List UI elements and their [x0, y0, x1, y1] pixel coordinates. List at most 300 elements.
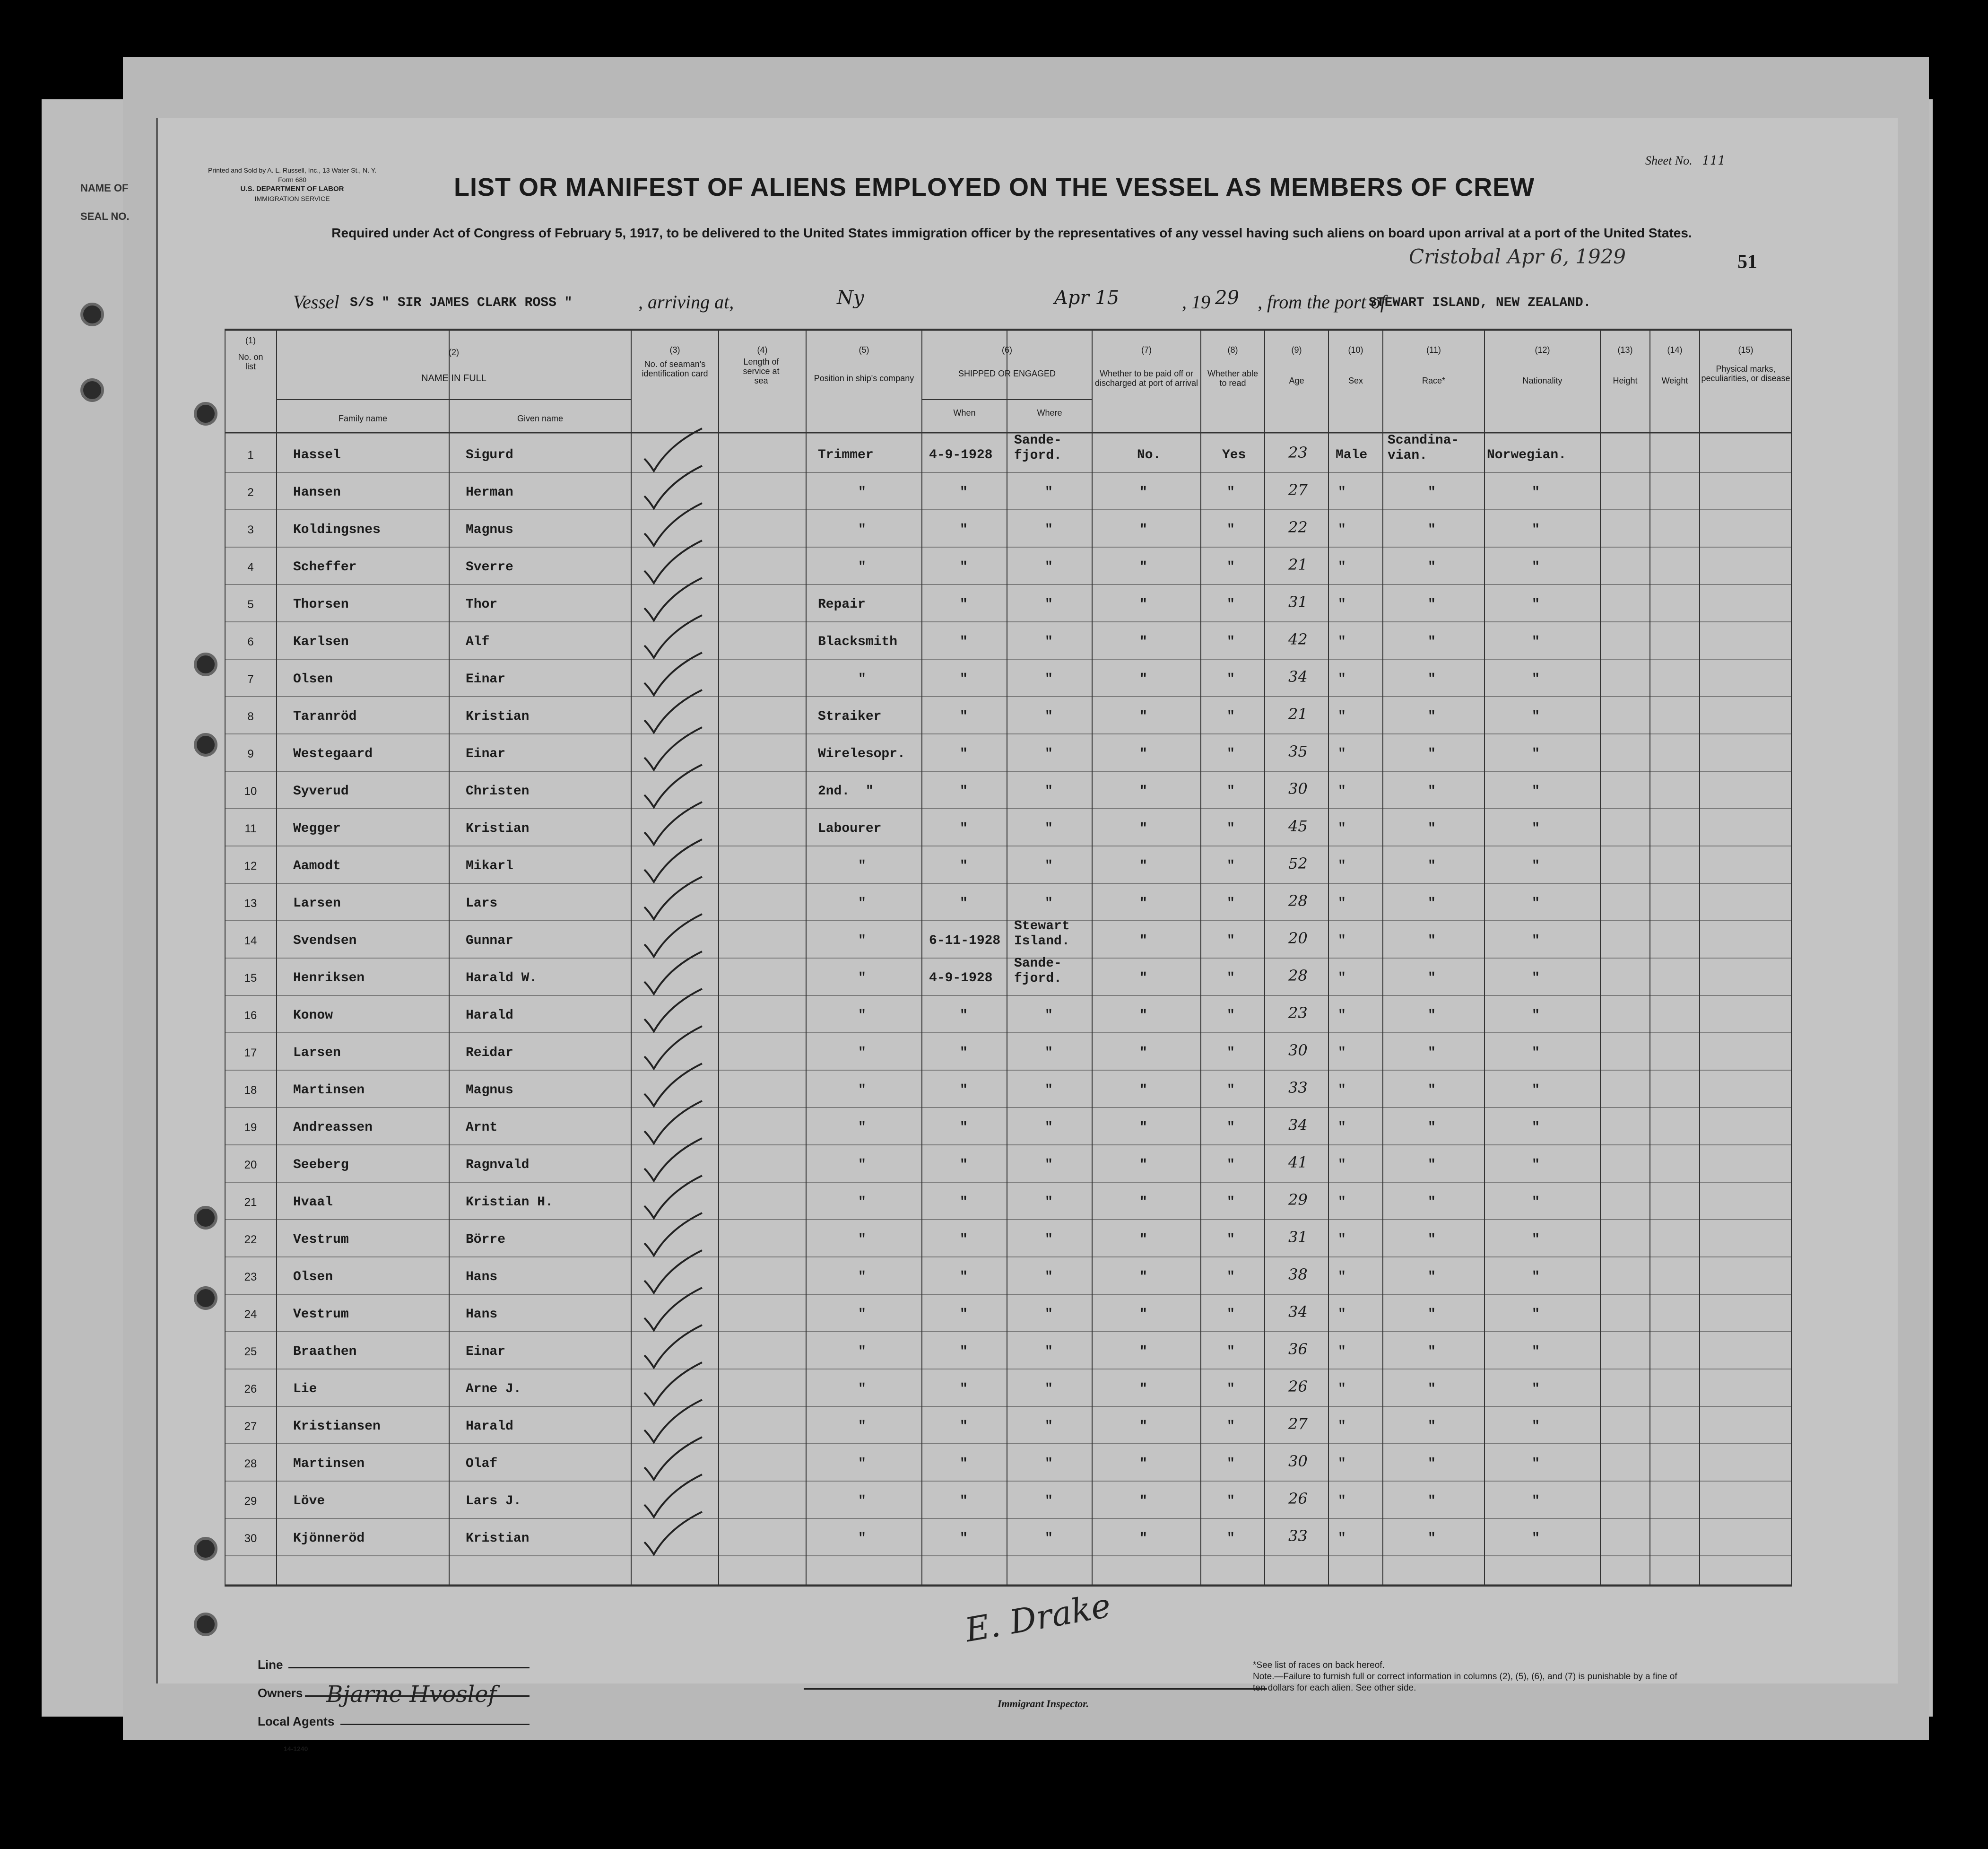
given-name-cell: Einar	[466, 1344, 506, 1359]
able-to-read-cell: "	[1227, 784, 1235, 799]
age-cell: 34	[1288, 1303, 1308, 1321]
given-name-cell: Kristian	[466, 821, 530, 836]
race-cell: "	[1428, 597, 1436, 612]
age-cell: 31	[1288, 593, 1308, 611]
race-cell: "	[1428, 971, 1436, 986]
table-row	[225, 1294, 1792, 1332]
list-number-cell: 19	[244, 1121, 257, 1134]
age-cell: 27	[1288, 1415, 1308, 1433]
table-row	[225, 958, 1792, 995]
position-cell: "	[858, 859, 866, 873]
age-cell: 26	[1288, 1490, 1308, 1508]
col5-header: Position in ship's company	[814, 374, 914, 383]
shipped-where-cell: "	[1045, 896, 1053, 911]
paid-off-cell: "	[1139, 747, 1147, 761]
sex-cell: "	[1338, 1344, 1346, 1359]
position-cell: "	[858, 485, 866, 500]
nationality-cell: "	[1532, 672, 1540, 687]
binder-hole	[194, 402, 217, 426]
shipped-where-cell: "	[1045, 1046, 1053, 1060]
col2-given-header: Given name	[517, 414, 564, 423]
race-cell: "	[1428, 1382, 1436, 1396]
family-name-cell: Larsen	[293, 1046, 341, 1060]
able-to-read-cell: Yes	[1222, 448, 1246, 462]
sex-cell: "	[1338, 933, 1346, 948]
given-name-cell: Alf	[466, 635, 490, 649]
paid-off-cell: "	[1139, 896, 1147, 911]
shipped-where-cell: "	[1045, 1270, 1053, 1284]
paid-off-cell: "	[1139, 1195, 1147, 1210]
given-name-cell: Harald	[466, 1008, 513, 1023]
family-name-cell: Scheffer	[293, 560, 357, 575]
family-name-cell: Taranröd	[293, 709, 357, 724]
shipped-when-cell: "	[960, 1120, 968, 1135]
family-name-cell: Vestrum	[293, 1307, 349, 1322]
shipped-when-cell: 4-9-1928	[929, 971, 993, 986]
shipped-when-cell: "	[960, 1307, 968, 1322]
list-number-cell: 25	[244, 1345, 257, 1358]
nationality-cell: "	[1532, 1158, 1540, 1172]
given-name-cell: Einar	[466, 747, 506, 761]
table-row	[225, 1145, 1792, 1182]
shipped-where-cell: "	[1045, 485, 1053, 500]
able-to-read-cell: "	[1227, 1158, 1235, 1172]
list-number-cell: 28	[244, 1457, 257, 1470]
list-number-cell: 6	[247, 636, 254, 648]
race-cell: "	[1428, 1232, 1436, 1247]
age-cell: 36	[1288, 1340, 1308, 1358]
paid-off-cell: "	[1139, 1008, 1147, 1023]
received-stamp: Cristobal Apr 6, 1929	[1409, 245, 1626, 268]
table-row	[225, 697, 1792, 734]
owners-label: Owners	[258, 1686, 303, 1700]
sheet-number-value: 111	[1702, 154, 1726, 168]
list-number-cell: 22	[244, 1233, 257, 1246]
age-cell: 30	[1288, 1041, 1308, 1059]
list-number-cell: 3	[247, 523, 254, 536]
col6-where-header: Where	[1037, 408, 1062, 418]
binder-hole	[194, 1286, 217, 1310]
shipped-when-cell: "	[960, 1083, 968, 1098]
family-name-cell: Kjönneröd	[293, 1531, 365, 1546]
line-field	[288, 1667, 530, 1668]
paid-off-cell: "	[1139, 1120, 1147, 1135]
family-name-cell: Olsen	[293, 1270, 333, 1284]
table-row	[225, 1108, 1792, 1145]
given-name-cell: Kristian	[466, 1531, 530, 1546]
sheet-number	[1645, 154, 1726, 168]
from-label: , from the port of	[1258, 291, 1386, 313]
immigrant-inspector-label: Immigrant Inspector.	[998, 1698, 1089, 1709]
position-cell: "	[858, 1270, 866, 1284]
position-cell: "	[858, 672, 866, 687]
list-number-cell: 23	[244, 1271, 257, 1283]
table-row	[225, 809, 1792, 846]
race-cell: "	[1428, 1307, 1436, 1322]
age-cell: 28	[1288, 892, 1308, 910]
shipped-where-cell: "	[1045, 597, 1053, 612]
col11-header: Race*	[1422, 376, 1446, 385]
list-number-cell: 14	[244, 934, 257, 947]
able-to-read-cell: "	[1227, 1307, 1235, 1322]
family-name-cell: Karlsen	[293, 635, 349, 649]
age-cell: 38	[1288, 1265, 1308, 1283]
race-cell: "	[1428, 1046, 1436, 1060]
age-cell: 29	[1288, 1191, 1308, 1209]
given-name-cell: Börre	[466, 1232, 506, 1247]
binder-hole	[194, 1537, 217, 1561]
table-row	[225, 1481, 1792, 1518]
year-prefix: , 19	[1182, 291, 1210, 313]
shipped-where-cell: "	[1045, 821, 1053, 836]
able-to-read-cell: "	[1227, 1083, 1235, 1098]
sex-cell: "	[1338, 1083, 1346, 1098]
footnote	[1253, 1660, 1678, 1694]
race-cell: "	[1428, 672, 1436, 687]
age-cell: 30	[1288, 1452, 1308, 1470]
shipped-when-cell: "	[960, 635, 968, 649]
shipped-where-cell: "	[1045, 1232, 1053, 1247]
sex-cell: "	[1338, 1195, 1346, 1210]
age-cell: 33	[1288, 1079, 1308, 1097]
shipped-where-cell: "	[1045, 523, 1053, 537]
list-number-cell: 1	[247, 449, 254, 462]
table-row	[225, 921, 1792, 958]
age-cell: 41	[1288, 1153, 1308, 1171]
race-cell: "	[1428, 709, 1436, 724]
position-cell: "	[858, 1457, 866, 1471]
able-to-read-cell: "	[1227, 709, 1235, 724]
given-name-cell: Arne J.	[466, 1382, 521, 1396]
shipped-when-cell: "	[960, 485, 968, 500]
sex-cell: "	[1338, 1046, 1346, 1060]
age-cell: 31	[1288, 1228, 1308, 1246]
able-to-read-cell: "	[1227, 821, 1235, 836]
family-name-cell: Syverud	[293, 784, 349, 799]
sex-cell: "	[1338, 1270, 1346, 1284]
sex-cell: "	[1338, 1531, 1346, 1546]
given-name-cell: Harald W.	[466, 971, 538, 986]
given-name-cell: Kristian	[466, 709, 530, 724]
given-name-cell: Lars J.	[466, 1494, 521, 1509]
family-name-cell: Löve	[293, 1494, 325, 1509]
paid-off-cell: "	[1139, 597, 1147, 612]
table-row	[225, 547, 1792, 584]
position-cell: Wirelesopr.	[818, 747, 905, 761]
list-number-cell: 18	[244, 1084, 257, 1097]
family-name-cell: Larsen	[293, 896, 341, 911]
department-name: U.S. DEPARTMENT OF LABOR	[240, 185, 344, 193]
col4-number: (4)	[757, 345, 768, 355]
shipped-when-cell: "	[960, 747, 968, 761]
able-to-read-cell: "	[1227, 1232, 1235, 1247]
able-to-read-cell: "	[1227, 1270, 1235, 1284]
binder-hole	[194, 733, 217, 757]
position-cell: "	[858, 1419, 866, 1434]
paid-off-cell: "	[1139, 485, 1147, 500]
family-name-cell: Lie	[293, 1382, 317, 1396]
list-number-cell: 12	[244, 860, 257, 872]
shipped-when-cell: "	[960, 1382, 968, 1396]
family-name-cell: Martinsen	[293, 1083, 365, 1098]
position-cell: "	[858, 1531, 866, 1546]
sex-cell: "	[1338, 523, 1346, 537]
shipped-where-cell: "	[1045, 1120, 1053, 1135]
age-cell: 35	[1288, 742, 1308, 760]
paid-off-cell: "	[1139, 971, 1147, 986]
col11-number: (11)	[1426, 345, 1441, 355]
nationality-cell: "	[1532, 1232, 1540, 1247]
nationality-cell: "	[1532, 821, 1540, 836]
age-cell: 52	[1288, 855, 1308, 872]
given-name-cell: Hans	[466, 1307, 498, 1322]
col14-number: (14)	[1667, 345, 1683, 355]
table-row	[225, 1070, 1792, 1108]
col6-number: (6)	[1002, 345, 1012, 355]
nationality-cell: "	[1532, 560, 1540, 575]
age-cell: 21	[1288, 705, 1308, 723]
table-row	[225, 510, 1792, 547]
race-cell: "	[1428, 560, 1436, 575]
shipped-when-cell: "	[960, 896, 968, 911]
race-cell: "	[1428, 1120, 1436, 1135]
race-cell: "	[1428, 1419, 1436, 1434]
col13-header: Height	[1613, 376, 1638, 385]
position-cell: "	[858, 1494, 866, 1509]
sex-cell: "	[1338, 1232, 1346, 1247]
list-number-cell: 5	[247, 598, 254, 611]
position-cell: Trimmer	[818, 448, 874, 462]
arriving-port: Ny	[837, 287, 864, 309]
able-to-read-cell: "	[1227, 560, 1235, 575]
form-code: 14-1240	[284, 1745, 308, 1753]
nationality-cell: Norwegian.	[1487, 448, 1567, 462]
table-row	[225, 846, 1792, 883]
position-cell: "	[858, 560, 866, 575]
binder-hole	[194, 1206, 217, 1230]
col2-family-header: Family name	[338, 414, 388, 423]
given-name-cell: Herman	[466, 485, 513, 500]
family-name-cell: Hvaal	[293, 1195, 333, 1210]
age-cell: 34	[1288, 1116, 1308, 1134]
able-to-read-cell: "	[1227, 896, 1235, 911]
arriving-label: , arriving at,	[638, 291, 734, 313]
col7-header: Whether to be paid off or discharged at port of arrival	[1094, 369, 1198, 388]
col10-header: Sex	[1348, 376, 1363, 385]
list-number-cell: 26	[244, 1383, 257, 1395]
age-cell: 20	[1288, 929, 1308, 947]
shipped-when-cell: "	[960, 672, 968, 687]
col5-number: (5)	[859, 345, 869, 355]
shipped-where-cell: "	[1045, 560, 1053, 575]
inspector-signature: E. Drake	[962, 1586, 1114, 1650]
nationality-cell: "	[1532, 485, 1540, 500]
shipped-when-cell: "	[960, 1195, 968, 1210]
nationality-cell: "	[1532, 1419, 1540, 1434]
sex-cell: "	[1338, 635, 1346, 649]
sex-cell: "	[1338, 1457, 1346, 1471]
nationality-cell: "	[1532, 859, 1540, 873]
nationality-cell: "	[1532, 1008, 1540, 1023]
race-cell: "	[1428, 933, 1436, 948]
able-to-read-cell: "	[1227, 747, 1235, 761]
vessel-label: Vessel	[293, 291, 339, 313]
age-cell: 23	[1288, 1004, 1308, 1022]
nationality-cell: "	[1532, 933, 1540, 948]
sex-cell: "	[1338, 1008, 1346, 1023]
sex-cell: "	[1338, 1419, 1346, 1434]
shipped-when-cell: "	[960, 859, 968, 873]
col3-header: No. of seaman's identification card	[642, 359, 708, 378]
nationality-cell: "	[1532, 709, 1540, 724]
shipped-where-cell: "	[1045, 784, 1053, 799]
position-cell: Straiker	[818, 709, 882, 724]
table-row	[225, 1369, 1792, 1406]
table-row	[225, 1332, 1792, 1369]
list-number-cell: 15	[244, 972, 257, 985]
line-label: Line	[258, 1657, 283, 1672]
race-cell: "	[1428, 896, 1436, 911]
table-row	[225, 622, 1792, 659]
paid-off-cell: "	[1139, 1158, 1147, 1172]
given-name-cell: Einar	[466, 672, 506, 687]
printer-line: Printed and Sold by A. L. Russell, Inc., 13 Water St., N. Y.	[208, 166, 377, 174]
paid-off-cell: "	[1139, 1083, 1147, 1098]
family-name-cell: Thorsen	[293, 597, 349, 612]
nationality-cell: "	[1532, 971, 1540, 986]
position-cell: "	[858, 1307, 866, 1322]
given-name-cell: Ragnvald	[466, 1158, 530, 1172]
position-cell: Repair	[818, 597, 866, 612]
race-cell: "	[1428, 1457, 1436, 1471]
given-name-cell: Harald	[466, 1419, 513, 1434]
list-number-cell: 17	[244, 1047, 257, 1059]
paid-off-cell: "	[1139, 523, 1147, 537]
age-cell: 26	[1288, 1378, 1308, 1395]
binder-hole	[194, 1613, 217, 1636]
nationality-cell: "	[1532, 1046, 1540, 1060]
shipped-where-cell: Sande- fjord.	[1014, 956, 1062, 986]
race-cell: "	[1428, 523, 1436, 537]
race-cell: "	[1428, 1008, 1436, 1023]
table-row	[225, 435, 1792, 472]
position-cell: "	[858, 1382, 866, 1396]
shipped-where-cell: "	[1045, 672, 1053, 687]
shipped-when-cell: "	[960, 1419, 968, 1434]
col14-header: Weight	[1661, 376, 1688, 385]
age-cell: 45	[1288, 817, 1308, 835]
given-name-cell: Olaf	[466, 1457, 498, 1471]
able-to-read-cell: "	[1227, 1120, 1235, 1135]
list-number-cell: 8	[247, 710, 254, 723]
race-cell: "	[1428, 1531, 1436, 1546]
shipped-where-cell: "	[1045, 1344, 1053, 1359]
local-agents-field	[340, 1724, 530, 1725]
list-number-cell: 11	[244, 822, 257, 835]
sex-cell: "	[1338, 1307, 1346, 1322]
sex-cell: "	[1338, 859, 1346, 873]
able-to-read-cell: "	[1227, 1046, 1235, 1060]
family-name-cell: Konow	[293, 1008, 333, 1023]
col3-number: (3)	[669, 345, 680, 355]
sex-cell: "	[1338, 1120, 1346, 1135]
vessel-name: S/S " SIR JAMES CLARK ROSS "	[350, 296, 573, 310]
check-mark-icon	[641, 1509, 707, 1561]
age-cell: 30	[1288, 780, 1308, 798]
list-number-cell: 4	[247, 561, 254, 574]
shipped-when-cell: "	[960, 1344, 968, 1359]
sex-cell: "	[1338, 1158, 1346, 1172]
given-name-cell: Lars	[466, 896, 498, 911]
document-title: LIST OR MANIFEST OF ALIENS EMPLOYED ON THE VESSEL AS MEMBERS OF CREW	[454, 173, 1535, 201]
family-name-cell: Westegaard	[293, 747, 373, 761]
nationality-cell: "	[1532, 1344, 1540, 1359]
sex-cell: "	[1338, 784, 1346, 799]
race-cell: "	[1428, 1270, 1436, 1284]
sex-cell: "	[1338, 560, 1346, 575]
age-cell: 27	[1288, 481, 1308, 499]
age-cell: 28	[1288, 967, 1308, 985]
shipped-when-cell: "	[960, 597, 968, 612]
sex-cell: "	[1338, 597, 1346, 612]
able-to-read-cell: "	[1227, 672, 1235, 687]
list-number-cell: 10	[244, 785, 257, 798]
family-name-cell: Braathen	[293, 1344, 357, 1359]
given-name-cell: Gunnar	[466, 933, 513, 948]
list-number-cell: 20	[244, 1159, 257, 1171]
manifest-table	[225, 329, 1792, 1587]
shipped-where-cell: "	[1045, 1158, 1053, 1172]
list-number-cell: 13	[244, 897, 257, 910]
race-cell: "	[1428, 1344, 1436, 1359]
nationality-cell: "	[1532, 635, 1540, 649]
age-cell: 34	[1288, 668, 1308, 686]
paid-off-cell: "	[1139, 1270, 1147, 1284]
table-row	[225, 659, 1792, 697]
family-name-cell: Martinsen	[293, 1457, 365, 1471]
nationality-cell: "	[1532, 747, 1540, 761]
table-row	[225, 1518, 1792, 1556]
list-number-cell: 29	[244, 1495, 257, 1508]
shipped-when-cell: "	[960, 1232, 968, 1247]
col2-number: (2)	[449, 348, 459, 357]
col15-header: Physical marks, peculiarities, or disease	[1701, 364, 1790, 383]
agent-signature: Bjarne Hvoslef	[326, 1681, 497, 1708]
shipped-where-cell: "	[1045, 747, 1053, 761]
able-to-read-cell: "	[1227, 1531, 1235, 1546]
able-to-read-cell: "	[1227, 1008, 1235, 1023]
age-cell: 21	[1288, 556, 1308, 574]
list-number-cell: 16	[244, 1009, 257, 1022]
shipped-where-cell: "	[1045, 1008, 1053, 1023]
col4-header: Length of service at sea	[743, 357, 780, 385]
paid-off-cell: "	[1139, 859, 1147, 873]
position-cell: "	[858, 933, 866, 948]
nationality-cell: "	[1532, 1195, 1540, 1210]
shipped-when-cell: "	[960, 784, 968, 799]
paid-off-cell: "	[1139, 672, 1147, 687]
nationality-cell: "	[1532, 1531, 1540, 1546]
family-name-cell: Wegger	[293, 821, 341, 836]
page-number: 51	[1737, 251, 1757, 273]
col2-header: NAME IN FULL	[421, 373, 486, 384]
age-cell: 42	[1288, 630, 1308, 648]
position-cell: "	[858, 1344, 866, 1359]
vessel-line	[293, 287, 1806, 319]
given-name-cell: Magnus	[466, 1083, 513, 1098]
col9-number: (9)	[1291, 345, 1302, 355]
shipped-where-cell: "	[1045, 859, 1053, 873]
